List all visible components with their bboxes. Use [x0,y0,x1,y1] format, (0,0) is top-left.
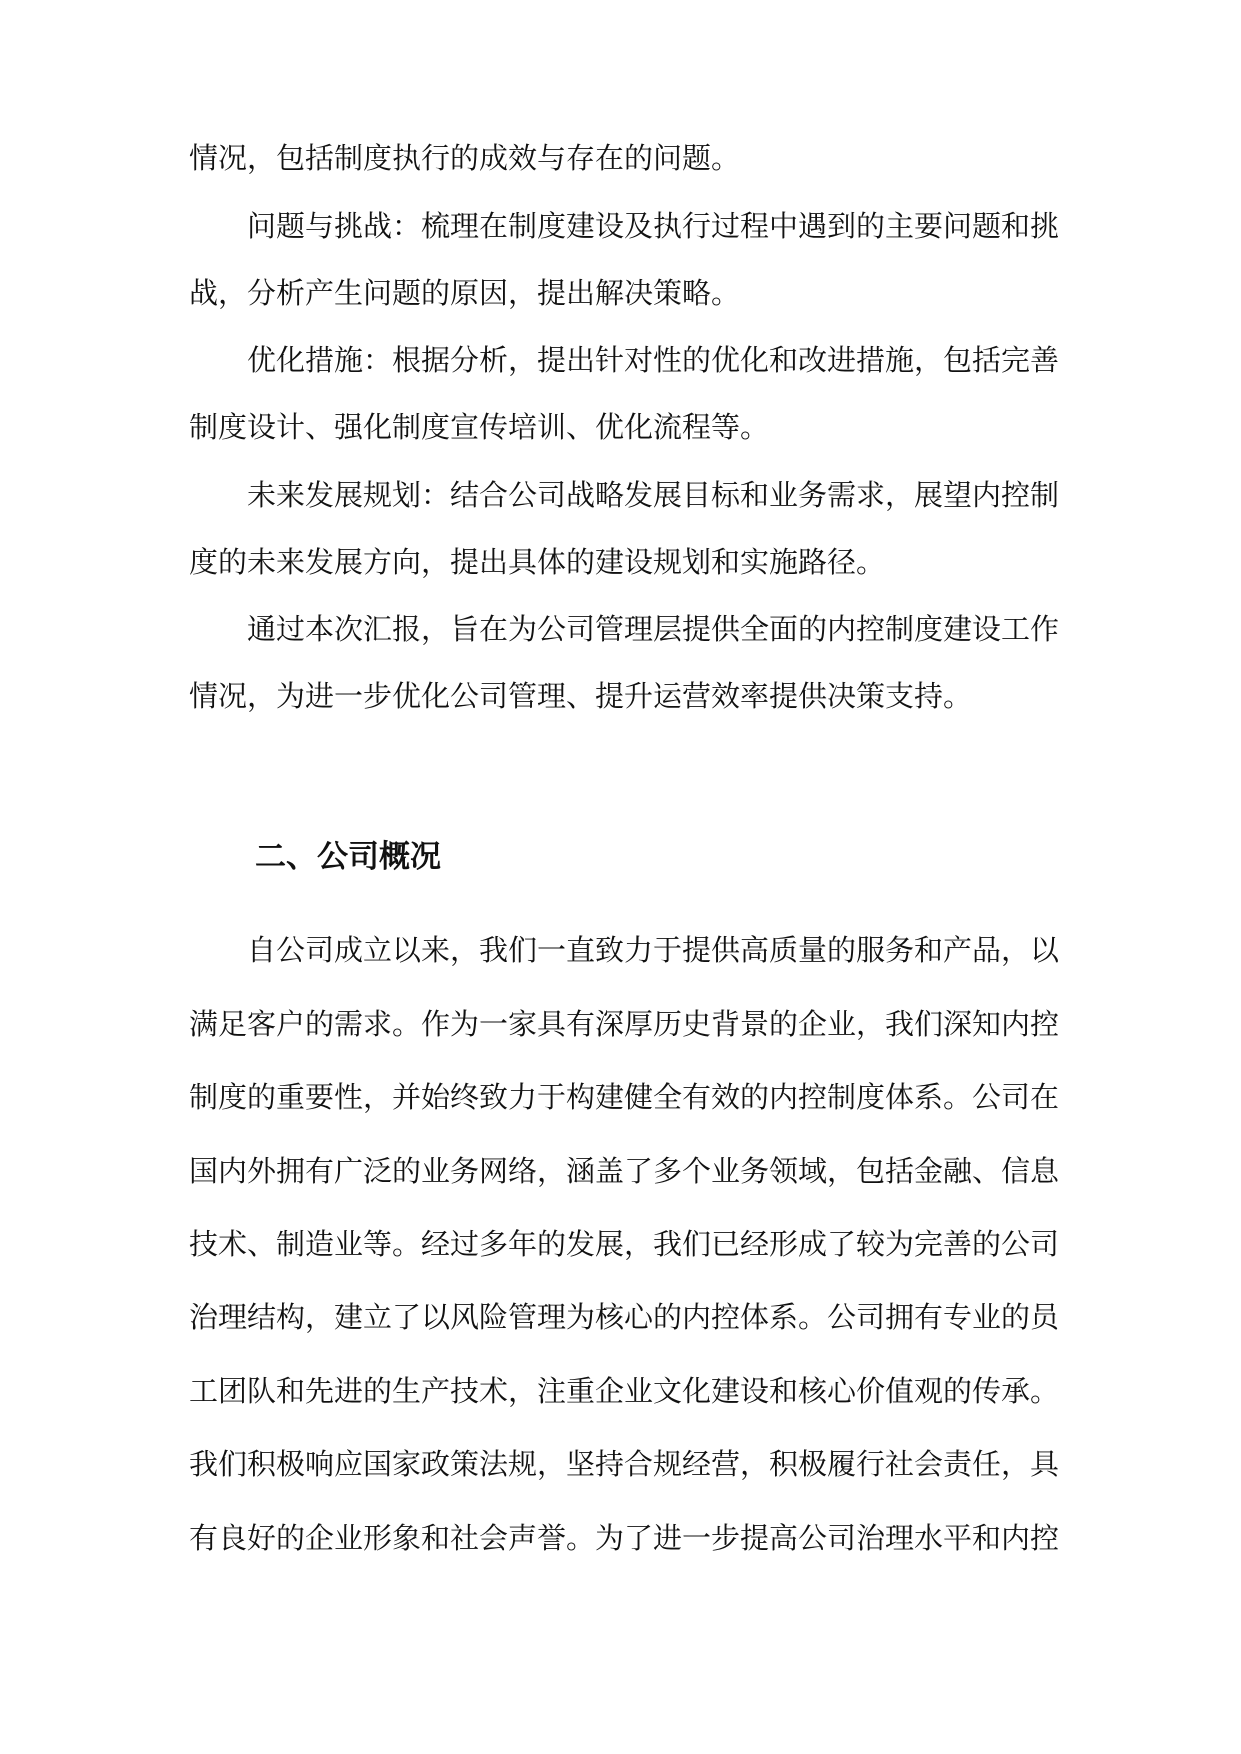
text-line: 治理结构，建立了以风险管理为核心的内控体系。公司拥有专业的员 [189,1300,1060,1334]
text-line: 满足客户的需求。作为一家具有深厚历史背景的企业，我们深知内控 [189,1007,1060,1041]
text-line: 技术、制造业等。经过多年的发展，我们已经形成了较为完善的公司 [189,1227,1060,1261]
text-line: 制度设计、强化制度宣传培训、优化流程等。 [189,410,770,444]
text-line: 有良好的企业形象和社会声誉。为了进一步提高公司治理水平和内控 [189,1521,1060,1555]
text-line: 未来发展规划：结合公司战略发展目标和业务需求，展望内控制 [247,478,1060,512]
text-line: 战，分析产生问题的原因，提出解决策略。 [189,276,741,310]
text-line: 情况，包括制度执行的成效与存在的问题。 [189,141,741,175]
text-line: 情况，为进一步优化公司管理、提升运营效率提供决策支持。 [189,679,973,713]
text-line: 国内外拥有广泛的业务网络，涵盖了多个业务领域，包括金融、信息 [189,1154,1060,1188]
text-line: 通过本次汇报，旨在为公司管理层提供全面的内控制度建设工作 [247,612,1060,646]
text-line: 工团队和先进的生产技术，注重企业文化建设和核心价值观的传承。 [189,1374,1060,1408]
text-line: 度的未来发展方向，提出具体的建设规划和实施路径。 [189,545,886,579]
text-line: 制度的重要性，并始终致力于构建健全有效的内控制度体系。公司在 [189,1080,1060,1114]
text-line: 自公司成立以来，我们一直致力于提供高质量的服务和产品，以 [247,933,1060,967]
text-line: 问题与挑战：梳理在制度建设及执行过程中遇到的主要问题和挑 [247,209,1060,243]
text-line: 我们积极响应国家政策法规，坚持合规经营，积极履行社会责任，具 [189,1447,1060,1481]
section-heading: 二、公司概况 [255,839,441,875]
text-line: 优化措施：根据分析，提出针对性的优化和改进措施，包括完善 [247,343,1060,377]
